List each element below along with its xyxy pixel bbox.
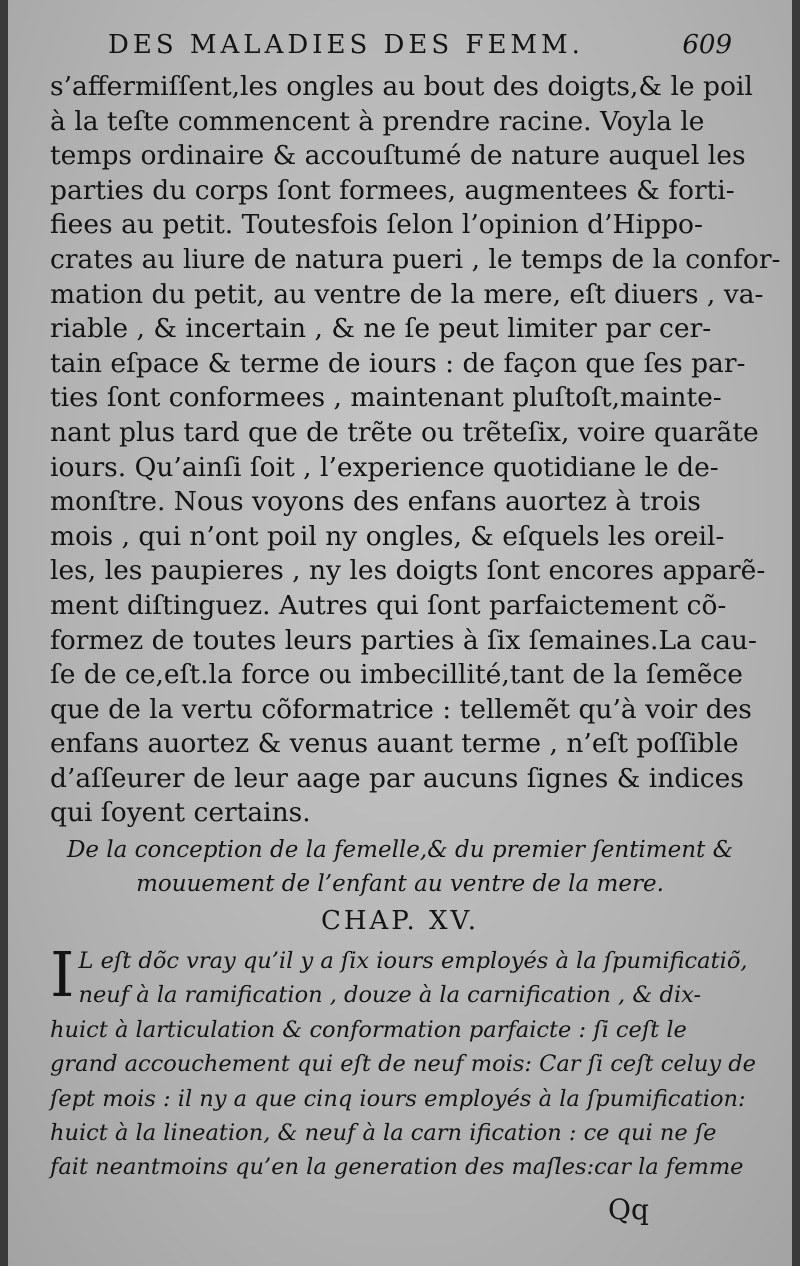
main-text: [50, 70, 781, 831]
chapter-title: CHAP. XV.: [320, 906, 480, 936]
text-line: temps ordinaire & accouſtumé de nature auquel les: [50, 140, 746, 172]
text-line: huict à la lineation, & neuf à la carn ification : ce qui ne ſe: [50, 1120, 717, 1147]
text-line: ties ſont conformees , maintenant pluſtoſt,mainte-: [50, 382, 722, 414]
text-line: enfans auortez & venus auant terme , n’eſt poſſible: [50, 728, 739, 760]
text-line: ment diſtinguez. Autres qui ſont parfaictement cõ-: [50, 589, 727, 621]
text-line: les, les paupieres , ny les doigts ſont encores apparẽ-: [50, 555, 766, 587]
text-line: mation du petit, au ventre de la mere, eſt diuers , va-: [50, 278, 764, 310]
text-line: grand accouchement qui eſt de neuf mois: Car ſi ceſt celuy de: [50, 1051, 756, 1078]
text-line: neuf à la ramification , douze à la carnification , & dix-: [78, 982, 702, 1009]
chapter-text: [50, 938, 756, 1185]
running-title: DES MALADIES DES FEMM.: [108, 30, 584, 60]
text-line: monſtre. Nous voyons des enfans auortez à trois: [50, 486, 701, 518]
text-line: fiees au petit. Toutesfois ſelon l’opinion d’Hippo-: [50, 209, 703, 241]
text-line: qui ſoyent certains.: [50, 797, 311, 829]
running-header: [108, 30, 732, 60]
heading-line: mouuement de l’enfant au ventre de la mere.: [136, 871, 664, 897]
heading-line: De la conception de la femelle,& du premier ſentiment &: [66, 837, 734, 863]
text-line: tain eſpace & terme de iours : de façon que ſes par-: [50, 347, 746, 379]
text-line: que de la vertu cõformatrice : tellemẽt qu’à voir des: [50, 693, 752, 725]
page-number: 609: [682, 30, 732, 60]
section-heading: [50, 833, 750, 901]
text-line: nant plus tard que de trẽte ou trẽteſix, voire quarãte: [50, 416, 759, 448]
text-line: fait neantmoins qu’en la generation des maſles:car la femme: [50, 1154, 744, 1181]
text-line: ſept mois : il ny a que cinq iours employés à la ſpumification:: [50, 1085, 746, 1112]
text-line: L eſt dõc vray qu’il y a ſix iours employés à la ſpumificatiõ,: [78, 948, 748, 974]
text-line: crates au liure de natura pueri , le temps de la confor-: [50, 243, 781, 275]
text-line: riable , & incertain , & ne ſe peut limiter par cer-: [50, 313, 712, 345]
text-line: parties du corps ſont formees, augmentees & forti-: [50, 174, 735, 206]
text-line: à la teſte commencent à prendre racine. Voyla le: [50, 105, 705, 137]
book-page: [8, 0, 792, 1266]
text-line: s’affermiſſent,les ongles au bout des doigts,& le poil: [50, 71, 753, 102]
drop-cap: I: [50, 938, 75, 1011]
signature-mark: Qq: [608, 1193, 649, 1226]
text-line: iours. Qu’ainſi ſoit , l’experience quotidiane le de-: [50, 451, 719, 483]
text-line: huict à larticulation & conformation parfaicte : ſi ceſt le: [50, 1016, 687, 1043]
text-line: mois , qui n’ont poil ny ongles, & eſquels les oreil-: [50, 520, 725, 552]
text-line: ſe de ce,eſt.la force ou imbecillité,tant de la ſemẽce: [50, 659, 743, 691]
text-line: formez de toutes leurs parties à ſix ſemaines.La cau-: [50, 624, 757, 656]
text-line: d’aſſeurer de leur aage par aucuns ſignes & indices: [50, 762, 744, 794]
